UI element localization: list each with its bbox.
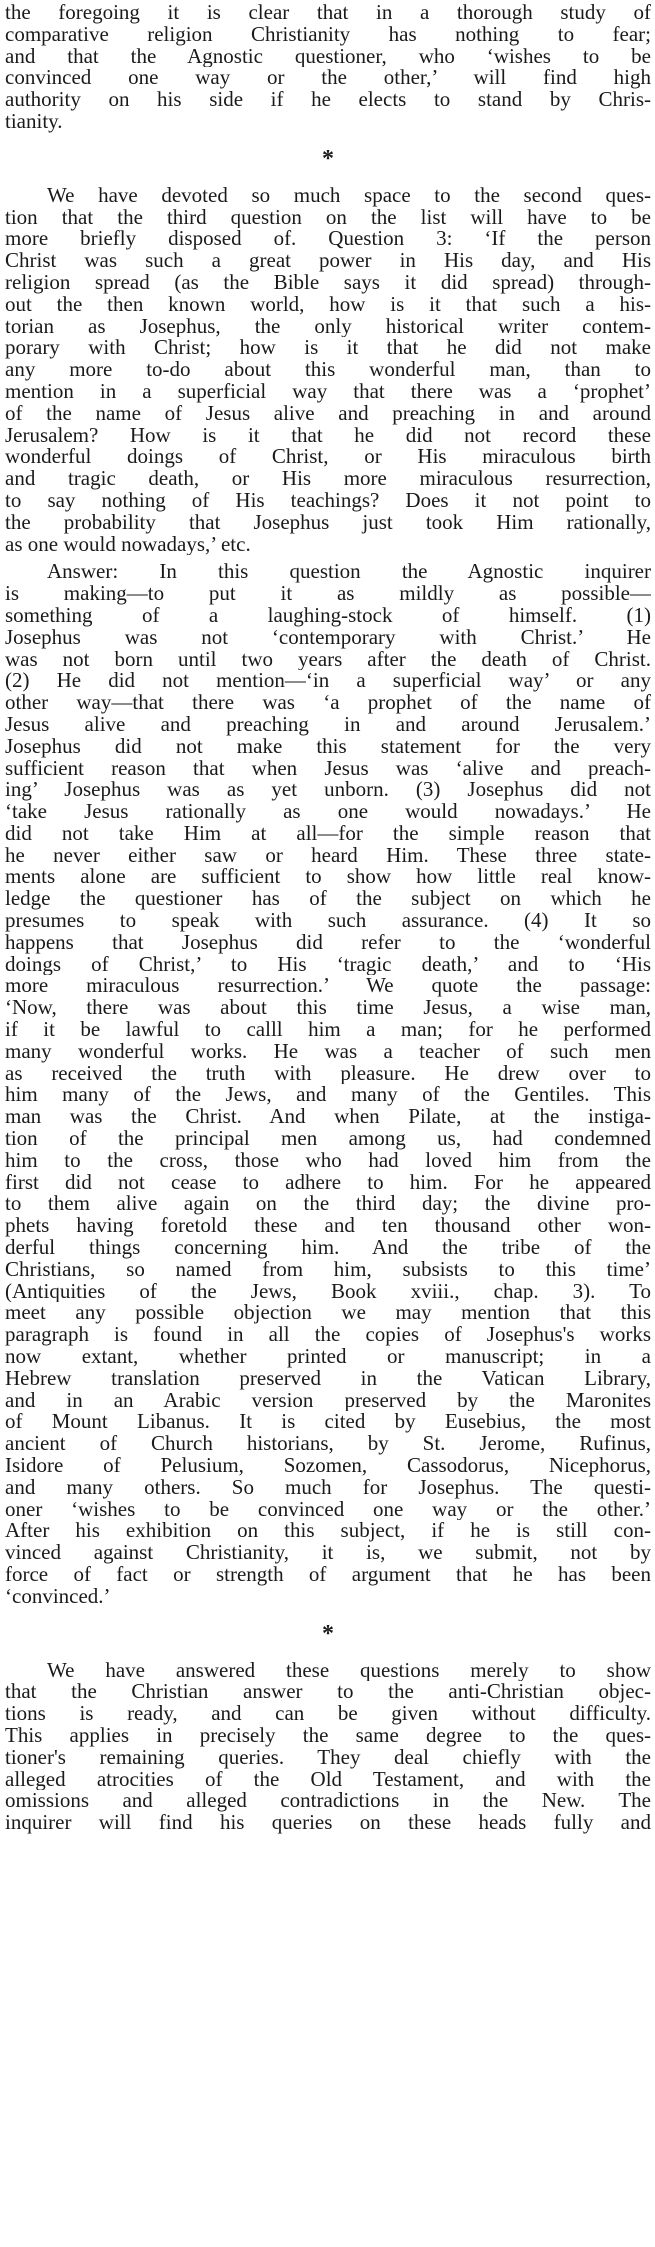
text-line: tions is ready, and can be given without difficulty. <box>5 1703 651 1725</box>
text-line: he never either saw or heard Him. These three state- <box>5 844 651 867</box>
text-line: ‘convinced.’ <box>5 1585 111 1608</box>
text-line: We have devoted so much space to the second ques- <box>47 184 651 207</box>
text-line: Hebrew translation preserved in the Vatican Library, <box>5 1367 651 1390</box>
text-line: presumes to speak with such assurance. (4) It so <box>5 910 651 932</box>
text-line: phets having foretold these and ten thousand other won- <box>5 1215 651 1238</box>
section-divider-asterisk: * <box>322 1620 334 1647</box>
text-line: more briefly disposed of. Question 3: ‘If the person <box>5 228 651 251</box>
text-line: porary with Christ; how is it that he did not make <box>5 337 651 360</box>
text-line: happens that Josephus did refer to the ‘wonderful <box>5 931 651 954</box>
text-line: something of a laughing-stock of himself. (1) <box>5 604 651 627</box>
text-line: and in an Arabic version preserved by the Maronites <box>5 1389 651 1412</box>
text-line: was not born until two years after the death of Christ. <box>5 648 651 671</box>
paragraph-question-3 <box>5 185 651 556</box>
text-line: Jerusalem? How is it that he did not record these <box>5 424 651 447</box>
text-line: convinced one way or the other,’ will find high <box>5 67 651 90</box>
text-line: that the Christian answer to the anti-Christian objec- <box>5 1681 651 1704</box>
text-line: ‘Now, there was about this time Jesus, a wise man, <box>5 997 651 1020</box>
text-line: and that the Agnostic questioner, who ‘wishes to be <box>5 45 651 68</box>
text-line: (2) He did not mention—‘in a superficial way’ or any <box>5 670 651 693</box>
text-line: mention in a superficial way that there was a ‘prophet’ <box>5 380 651 403</box>
text-line: is making—to put it as mildly as possible— <box>5 583 651 605</box>
text-line: We have answered these questions merely to show <box>47 1659 651 1682</box>
text-line: as one would nowadays,’ etc. <box>5 533 251 556</box>
text-line: as received the truth with pleasure. He drew over to <box>5 1062 651 1085</box>
text-line: did not take Him at all—for the simple reason that <box>5 822 651 845</box>
text-line: him many of the Jews, and many of the Gentiles. This <box>5 1084 651 1107</box>
text-line: authority on his side if he elects to stand by Chris- <box>5 89 651 111</box>
paragraph-answer <box>5 561 651 1607</box>
text-line: torian as Josephus, the only historical writer contem- <box>5 315 651 338</box>
text-line: ‘take Jesus rationally as one would nowadays.’ He <box>5 801 651 823</box>
text-line: This applies in precisely the same degree to the ques- <box>5 1724 651 1747</box>
text-line: any more to-do about this wonderful man, than to <box>5 359 651 381</box>
text-line: alleged atrocities of the Old Testament, and with the <box>5 1768 651 1791</box>
text-line: tion of the principal men among us, had condemned <box>5 1128 651 1150</box>
text-line: now extant, whether printed or manuscript; in a <box>5 1346 651 1368</box>
text-line: Jesus alive and preaching in and around Jerusalem.’ <box>5 713 651 736</box>
text-line: (Antiquities of the Jews, Book xviii., chap. 3). To <box>5 1280 651 1303</box>
text-line: oner ‘wishes to be convinced one way or the other.’ <box>5 1498 651 1521</box>
text-line: Christ was such a great power in His day, and His <box>5 250 651 272</box>
text-line: the foregoing it is clear that in a thorough study of <box>5 2 651 24</box>
text-line: comparative religion Christianity has nothing to fear; <box>5 23 651 46</box>
text-line: force of fact or strength of argument that he has been <box>5 1563 651 1586</box>
section-divider-asterisk: * <box>322 145 334 172</box>
text-line: out the then known world, how is it that such a his- <box>5 293 651 316</box>
text-line: paragraph is found in all the copies of Josephus's works <box>5 1324 651 1347</box>
text-line: tioner's remaining queries. They deal chiefly with the <box>5 1746 651 1769</box>
text-line: religion spread (as the Bible says it did spread) through- <box>5 271 651 294</box>
text-line: and tragic death, or His more miraculous resurrection, <box>5 468 651 490</box>
text-line: vinced against Christianity, it is, we submit, not by <box>5 1542 651 1564</box>
text-line: of Mount Libanus. It is cited by Eusebius, the most <box>5 1411 651 1434</box>
text-line: derful things concerning him. And the tribe of the <box>5 1237 651 1259</box>
text-line: Answer: In this question the Agnostic inquirer <box>47 561 651 584</box>
text-line: inquirer will find his queries on these heads fully and <box>5 1812 651 1834</box>
paragraph-intro <box>5 2 651 133</box>
text-line: first did not cease to adhere to him. For he appeared <box>5 1171 651 1194</box>
text-line: Josephus was not ‘contemporary with Christ.’ He <box>5 626 651 649</box>
text-line: man was the Christ. And when Pilate, at the instiga- <box>5 1106 651 1129</box>
text-line: ancient of Church historians, by St. Jerome, Rufinus, <box>5 1433 651 1455</box>
text-line: tianity. <box>5 110 63 133</box>
text-line: if it be lawful to calll him a man; for he performed <box>5 1019 651 1041</box>
text-line: other way—that there was ‘a prophet of the name of <box>5 692 651 714</box>
text-line: Christians, so named from him, subsists to this time’ <box>5 1258 651 1281</box>
text-line: Isidore of Pelusium, Sozomen, Cassodorus, Nicephorus, <box>5 1455 651 1477</box>
text-line: and many others. So much for Josephus. The questi- <box>5 1476 651 1499</box>
text-line: ments alone are sufficient to show how little real know- <box>5 866 651 889</box>
text-line: him to the cross, those who had loved him from the <box>5 1149 651 1172</box>
text-line: more miraculous resurrection.’ We quote the passage: <box>5 975 651 998</box>
text-line: After his exhibition on this subject, if he is still con- <box>5 1520 651 1543</box>
text-line: doings of Christ,’ to His ‘tragic death,’ and to ‘His <box>5 953 651 976</box>
text-line: sufficient reason that when Jesus was ‘alive and preach- <box>5 757 651 780</box>
text-line: wonderful doings of Christ, or His miraculous birth <box>5 446 651 469</box>
text-line: tion that the third question on the list will have to be <box>5 206 651 229</box>
text-line: of the name of Jesus alive and preaching in and around <box>5 402 651 425</box>
paragraph-conclusion <box>5 1660 651 1834</box>
text-line: the probability that Josephus just took Him rationally, <box>5 511 651 534</box>
text-line: omissions and alleged contradictions in the New. The <box>5 1790 651 1813</box>
text-line: to them alive again on the third day; the divine pro- <box>5 1193 651 1216</box>
text-line: to say nothing of His teachings? Does it not point to <box>5 489 651 512</box>
text-line: Josephus did not make this statement for the very <box>5 735 651 758</box>
text-line: many wonderful works. He was a teacher of such men <box>5 1040 651 1063</box>
text-line: ledge the questioner has of the subject on which he <box>5 888 651 911</box>
text-line: ing’ Josephus was as yet unborn. (3) Josephus did not <box>5 779 651 802</box>
text-line: meet any possible objection we may mention that this <box>5 1302 651 1325</box>
